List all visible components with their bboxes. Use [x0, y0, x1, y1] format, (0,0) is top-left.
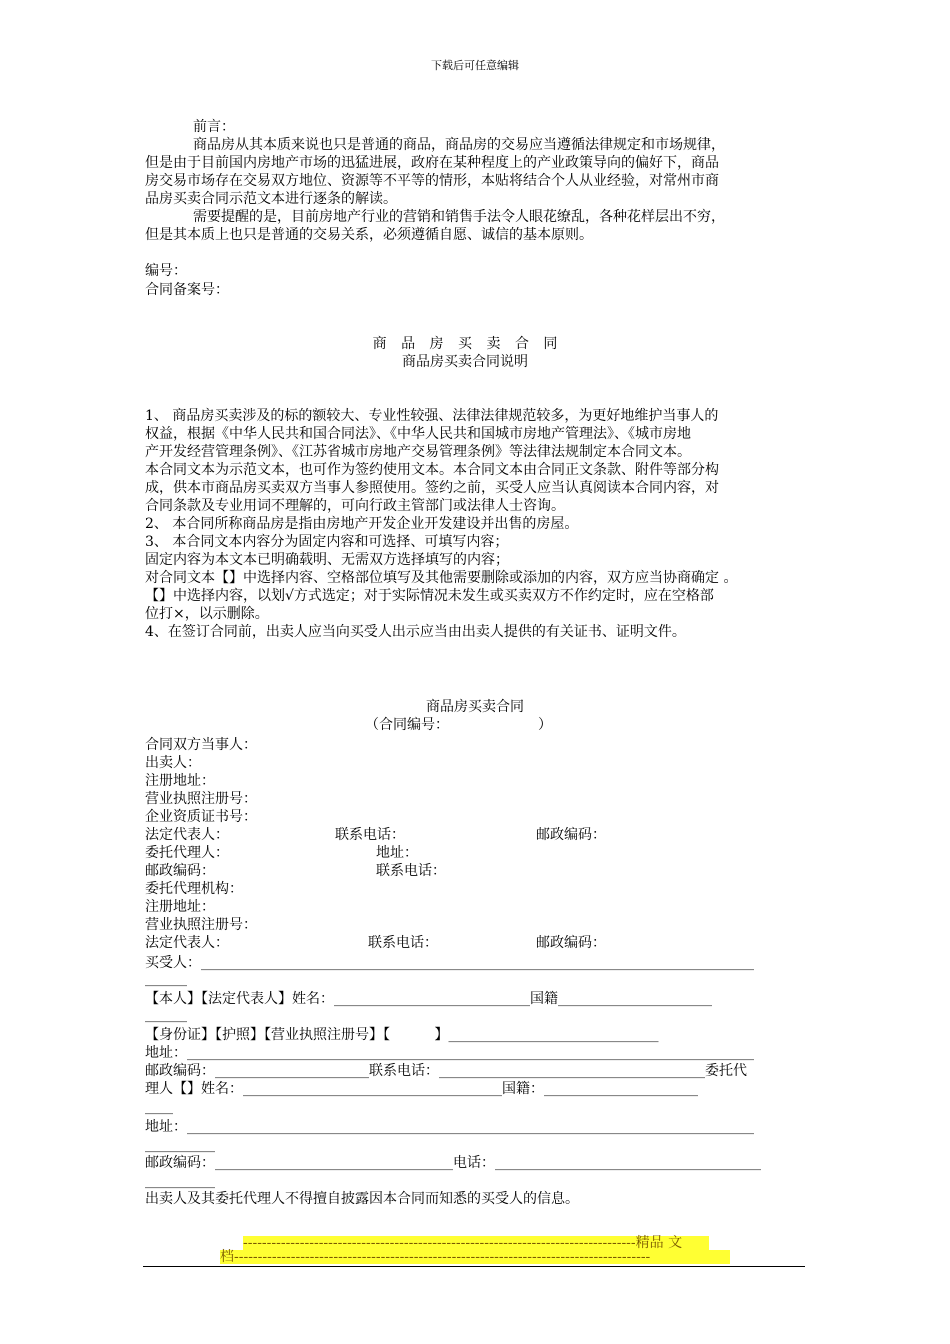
note-line: 3、 本合同文本内容分为固定内容和可选择、可填写内容；: [145, 534, 509, 550]
filing-number-label: 合同备案号：: [145, 282, 229, 298]
id-line: 【身份证】【护照】【营业执照注册号】【 】______________________________: [145, 1027, 659, 1043]
buyer-line: 买受人：_______________________________________________________________________________: [145, 955, 754, 971]
note-line: 合同条款及专业用词不理解的，可向行政主管部门或法律人士咨询。: [145, 498, 565, 514]
agent-label: 委托代理人：: [145, 845, 229, 861]
reg-address-label: 注册地址：: [145, 773, 215, 789]
phone-label: 联系电话：: [376, 863, 446, 879]
note-line: 产开发经营管理条例》、《江苏省城市房地产交易管理条例》等法律法规制定本合同文本。: [145, 444, 691, 460]
postcode-label: 邮政编码：: [536, 935, 606, 951]
cover-subtitle: 商品房买卖合同说明: [402, 354, 528, 370]
postcode-line: 邮政编码：______________________联系电话：______________________________________委托代: [145, 1063, 747, 1079]
note-line: 成，供本市商品房买卖双方当事人参照使用。签约之前，买受人应当认真阅读本合同内容，对: [145, 480, 719, 496]
legal-rep-label: 法定代表人：: [145, 935, 229, 951]
postcode-label: 邮政编码：: [536, 827, 606, 843]
preface-line: 商品房从其本质来说也只是普通的商品，商品房的交易应当遵循法律规定和市场规律，: [193, 137, 725, 153]
license-label: 营业执照注册号：: [145, 917, 257, 933]
footer-line: -----------------------------------------------------------------------------------精品 文: [243, 1235, 683, 1251]
agent-line: 理人【】姓名：_____________________________________国籍：______________________: [145, 1081, 698, 1097]
address-line: 地址：_________________________________________________________________________________: [145, 1045, 754, 1061]
preface-line: 但是由于目前国内房地产市场的迅猛进展，政府在某种程度上的产业政策导向的偏好下，商品: [145, 155, 719, 171]
postcode-label: 邮政编码：: [145, 863, 215, 879]
contract-number-line: （合同编号： ）: [365, 717, 553, 733]
note-line: 2、 本合同所称商品房是指由房地产开发企业开发建设并出售的房屋。: [145, 516, 579, 532]
preface-title: 前言：: [193, 119, 235, 135]
name-line: 【本人】【法定代表人】姓名：____________________________国籍______________________: [145, 991, 712, 1007]
cover-title: 商 品 房 买 卖 合 同: [372, 336, 558, 352]
postcode-line-cont: __________: [145, 1173, 215, 1189]
privacy-note: 出卖人及其委托代理人不得擅自披露因本合同而知悉的买受人的信息。: [145, 1191, 579, 1207]
footer-rule: [143, 1266, 805, 1267]
note-line: 1、 商品房买卖涉及的标的额较大、专业性较强、法律法律规范较多，为更好地维护当事人的: [145, 408, 719, 424]
postcode-line: 邮政编码：__________________________________电话：______________________________________: [145, 1155, 761, 1171]
note-line: 对合同文本【】中选择内容、空格部位填写及其他需要删除或添加的内容，双方应当协商确定 。: [145, 570, 738, 586]
note-line: 固定内容为本文本已明确载明、无需双方选择填写的内容；: [145, 552, 509, 568]
note-line: 权益，根据《中华人民共和国合同法》、《中华人民共和国城市房地产管理法》、《城市房地: [145, 426, 691, 442]
legal-rep-label: 法定代表人：: [145, 827, 229, 843]
note-line: 位打×，以示删除。: [145, 606, 269, 622]
footer-line: 档----------------------------------------------------------------------------------------: [220, 1249, 651, 1265]
note-line: 4、在签订合同前，出卖人应当向买受人出示应当由出卖人提供的有关证书、证明文件。: [145, 624, 686, 640]
preface-line: 房交易市场存在交易双方地位、资源等不平等的情形，本贴将结合个人从业经验，对常州市商: [145, 173, 719, 189]
preface-line: 品房买卖合同示范文本进行逐条的解读。: [145, 191, 397, 207]
qualification-label: 企业资质证书号：: [145, 809, 257, 825]
agency-label: 委托代理机构：: [145, 881, 243, 897]
seller-label: 出卖人：: [145, 755, 201, 771]
preface-line: 需要提醒的是，目前房地产行业的营销和销售手法令人眼花缭乱，各种花样层出不穷，: [193, 209, 725, 225]
address-label: 地址：: [376, 845, 418, 861]
note-line: 【】中选择内容，以划√方式选定；对于实际情况未发生或买卖双方不作约定时，应在空格部: [145, 588, 714, 604]
contract-title: 商品房买卖合同: [426, 699, 524, 715]
contract-number-label: 编号：: [145, 263, 187, 279]
address-line: 地址：_________________________________________________________________________________: [145, 1119, 754, 1135]
agent-line-cont: ____: [145, 1099, 173, 1115]
header-note: 下载后可任意编辑: [431, 59, 519, 72]
reg-address-label: 注册地址：: [145, 899, 215, 915]
phone-label: 联系电话：: [368, 935, 438, 951]
phone-label: 联系电话：: [335, 827, 405, 843]
buyer-line-cont: ______: [145, 971, 187, 987]
license-label: 营业执照注册号：: [145, 791, 257, 807]
preface-line: 但是其本质上也只是普通的交易关系，必须遵循自愿、诚信的基本原则。: [145, 227, 593, 243]
name-line-cont: ______: [145, 1007, 187, 1023]
parties-label: 合同双方当事人：: [145, 737, 257, 753]
note-line: 本合同文本为示范文本，也可作为签约使用文本。本合同文本由合同正文条款、附件等部分构: [145, 462, 719, 478]
address-line-cont: __________: [145, 1137, 215, 1153]
